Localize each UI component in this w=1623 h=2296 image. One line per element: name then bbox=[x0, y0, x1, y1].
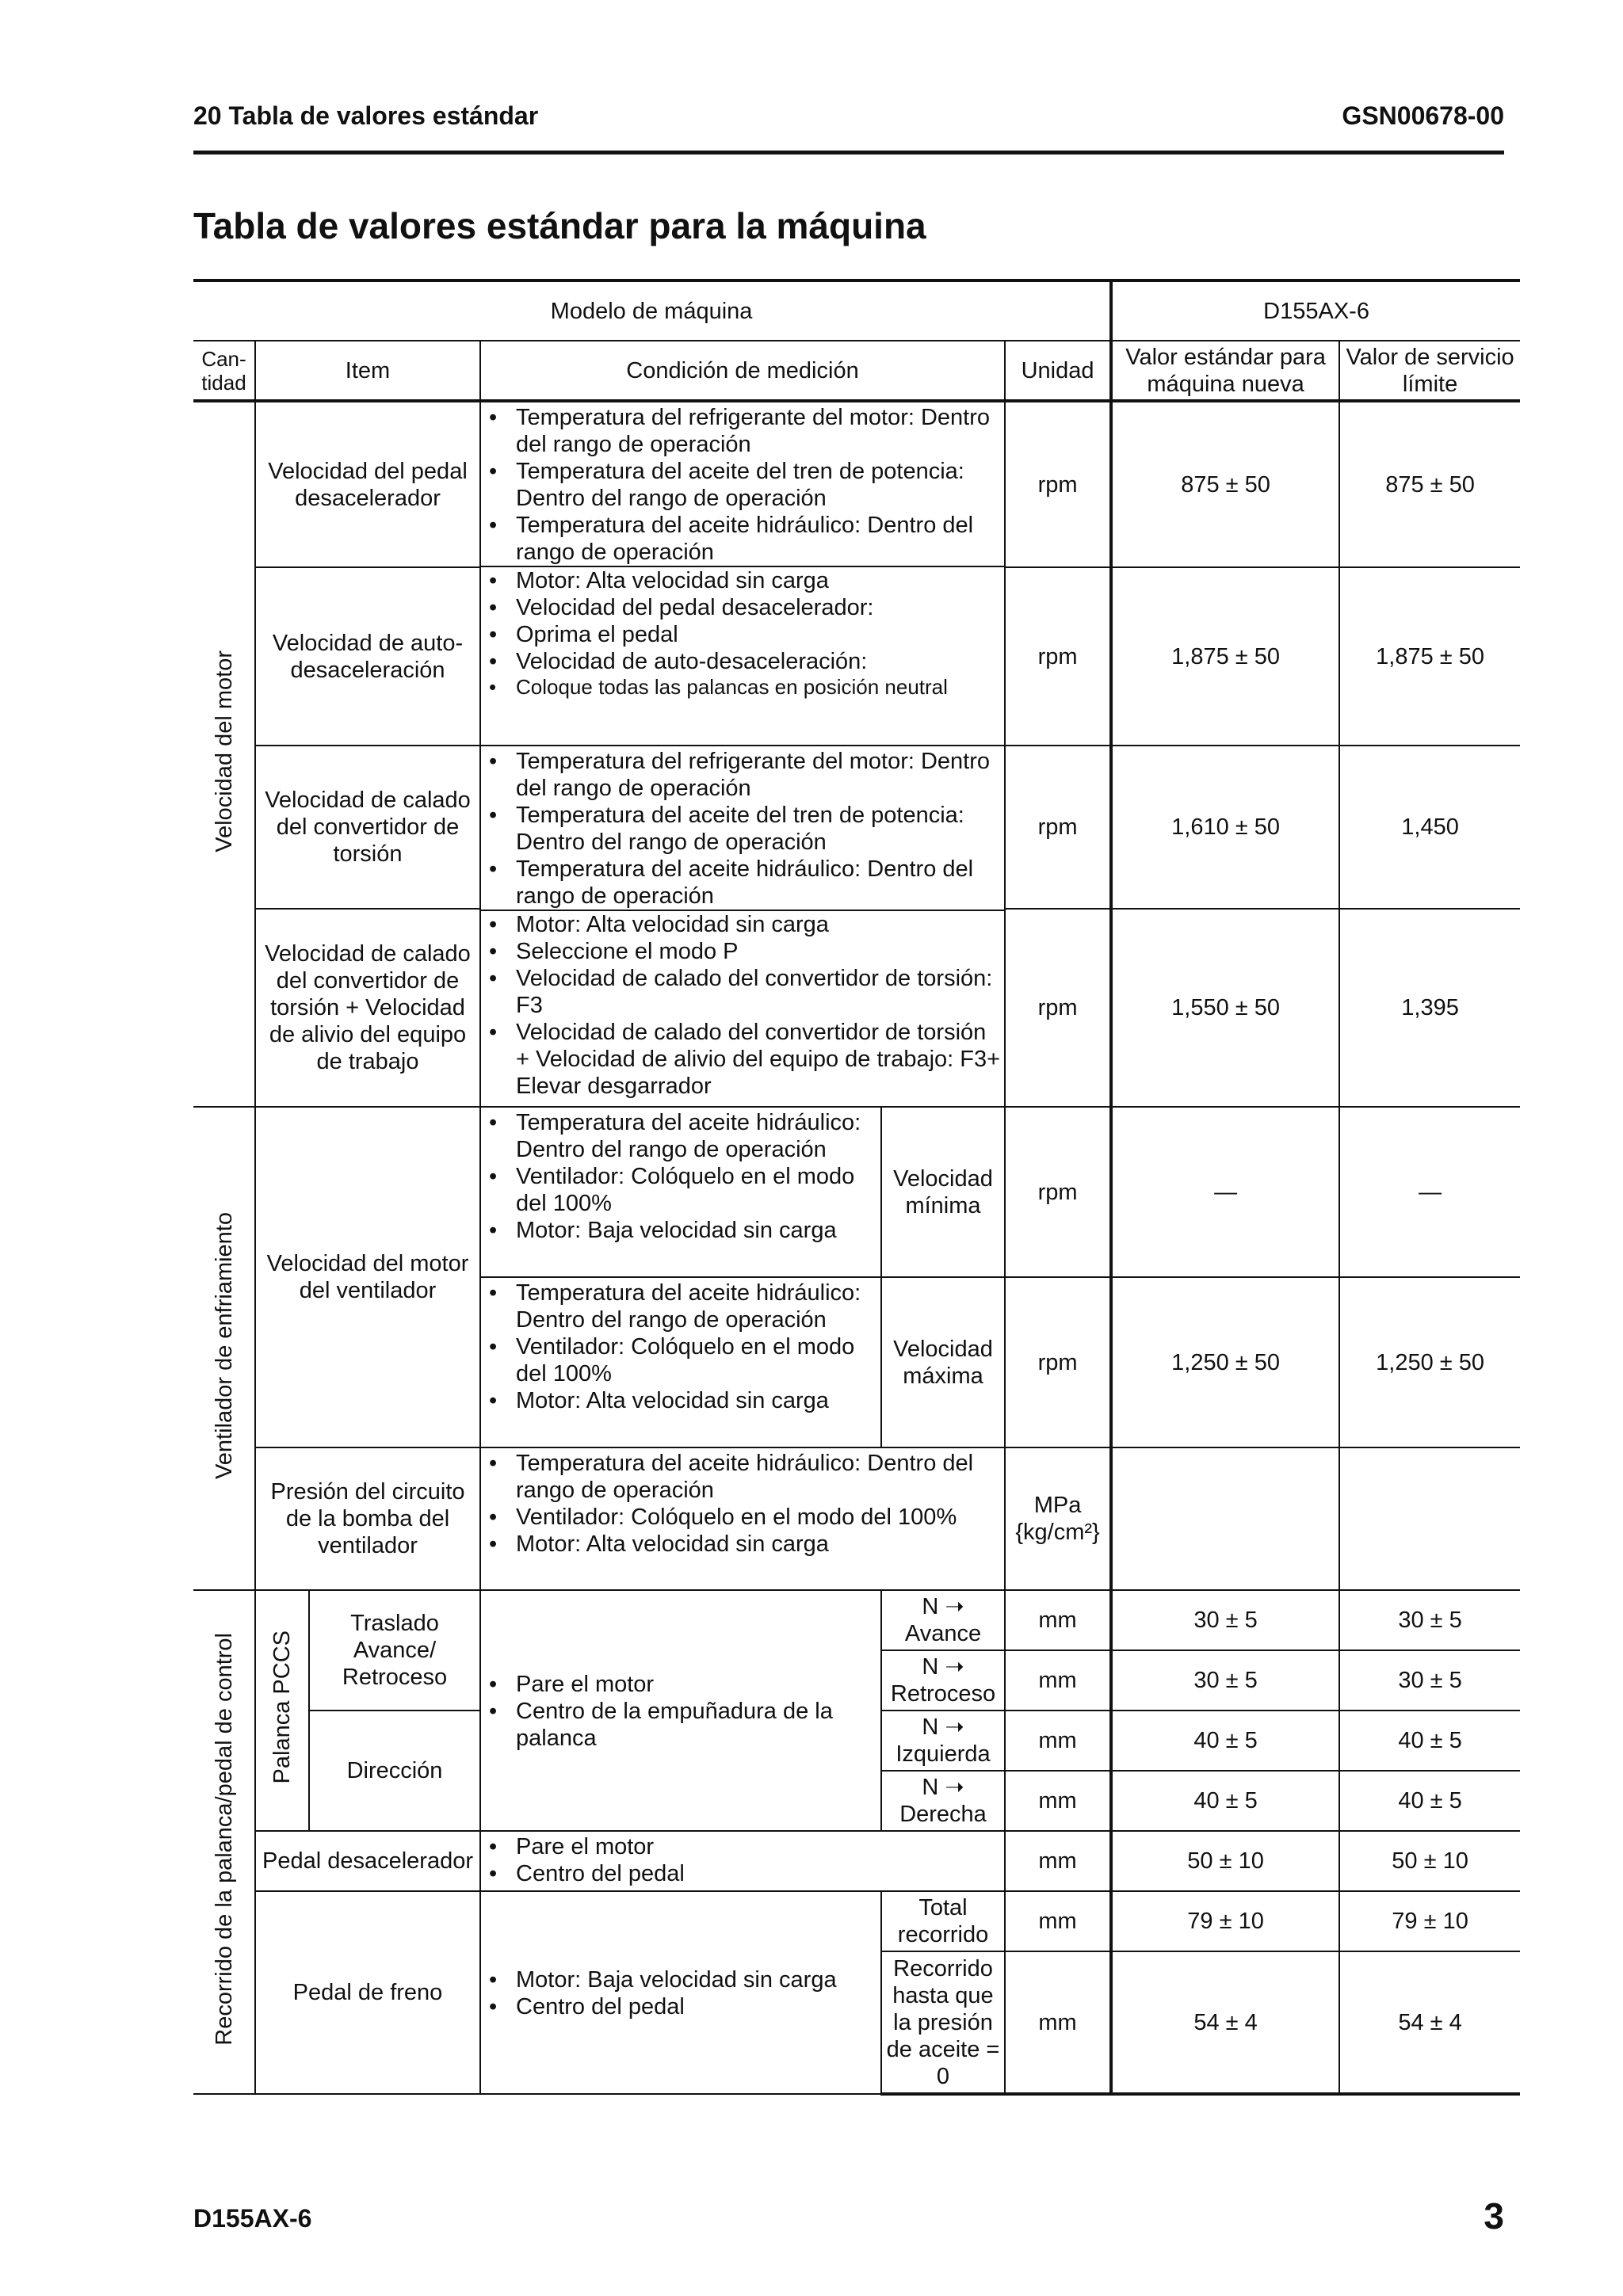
col-header-valor-limite: Valor de servicio límite bbox=[1339, 341, 1520, 401]
limit-value-cell: 1,875 ± 50 bbox=[1339, 567, 1520, 746]
standard-values-table bbox=[193, 279, 1520, 2096]
sub-condition-cell: Total recorrido bbox=[881, 1891, 1005, 1951]
std-value-cell: 1,875 ± 50 bbox=[1111, 567, 1339, 746]
std-value-cell: — bbox=[1111, 1107, 1339, 1277]
col-header-item: Item bbox=[255, 341, 480, 401]
item-cell: Velocidad de auto-desaceleración bbox=[255, 567, 480, 746]
item-cell: Pedal de freno bbox=[255, 1891, 480, 2094]
limit-value-cell bbox=[1339, 1447, 1520, 1590]
unit-cell: mm bbox=[1005, 1891, 1111, 1951]
std-value-cell: 54 ± 4 bbox=[1111, 1951, 1339, 2094]
page-number: 3 bbox=[1484, 2195, 1504, 2237]
unit-cell: rpm bbox=[1005, 909, 1111, 1107]
std-value-cell: 1,610 ± 50 bbox=[1111, 746, 1339, 909]
sub-condition-cell: Velocidad mínima bbox=[881, 1107, 1005, 1277]
unit-cell: rpm bbox=[1005, 567, 1111, 746]
header-rule bbox=[193, 151, 1504, 154]
item-cell: Presión del circuito de la bomba del ventilador bbox=[255, 1447, 480, 1590]
limit-value-cell: 1,450 bbox=[1339, 746, 1520, 909]
limit-value-cell: — bbox=[1339, 1107, 1520, 1277]
sub-condition-cell: Velocidad máxima bbox=[881, 1277, 1005, 1447]
std-value-cell: 30 ± 5 bbox=[1111, 1650, 1339, 1711]
std-value-cell: 79 ± 10 bbox=[1111, 1891, 1339, 1951]
unit-cell: rpm bbox=[1005, 401, 1111, 567]
header-document-code: GSN00678-00 bbox=[1342, 101, 1504, 130]
limit-value-cell: 1,395 bbox=[1339, 909, 1520, 1107]
col-header-condicion: Condición de medición bbox=[480, 341, 1005, 401]
limit-value-cell: 1,250 ± 50 bbox=[1339, 1277, 1520, 1447]
item-cell: Dirección bbox=[309, 1711, 480, 1831]
item-cell: Velocidad de calado del convertidor de torsión bbox=[255, 746, 480, 909]
limit-value-cell: 875 ± 50 bbox=[1339, 401, 1520, 567]
group-label-palanca-pccs: Palanca PCCS bbox=[255, 1590, 309, 1831]
std-value-cell: 50 ± 10 bbox=[1111, 1831, 1339, 1891]
unit-cell: mm bbox=[1005, 1771, 1111, 1831]
condition-cell: • Temperatura del aceite hidráulico: Dentro del rango de operación • Ventilador: Colóquelo en el modo del 100% • Motor: Baja velocidad sin carga bbox=[480, 1107, 881, 1277]
condition-cell: • Motor: Baja velocidad sin carga • Centro del pedal bbox=[480, 1891, 881, 2094]
sub-condition-cell: N ➝ Avance bbox=[881, 1590, 1005, 1650]
item-cell: Velocidad de calado del convertidor de torsión + Velocidad de alivio del equipo de trabajo bbox=[255, 909, 480, 1107]
item-cell: Velocidad del pedal desacelerador bbox=[255, 401, 480, 567]
col-header-cantidad: Can- tidad bbox=[193, 341, 255, 401]
condition-cell: • Temperatura del aceite hidráulico: Dentro del rango de operación • Ventilador: Colóquelo en el modo del 100% • Motor: Alta velocidad sin carga bbox=[480, 1277, 881, 1447]
condition-cell: • Temperatura del refrigerante del motor: Dentro del rango de operación • Temperatura del aceite del tren de potencia: Dentro del rango de operación • Temperatura del aceite hidráulico: Dentro del rango de operación • Motor: Alta velocidad sin carga • Seleccione el modo P • Velocidad de calado del convertidor de torsión: F3 • Velocidad de calado del convertidor de torsión + Velocidad de alivio del equipo de trabajo: F3+ Elevar desgarrador bbox=[480, 746, 1005, 1107]
limit-value-cell: 30 ± 5 bbox=[1339, 1590, 1520, 1650]
limit-value-cell: 40 ± 5 bbox=[1339, 1771, 1520, 1831]
std-value-cell bbox=[1111, 1447, 1339, 1590]
sub-condition-cell: Recorrido hasta que la presión de aceite = 0 bbox=[881, 1951, 1005, 2094]
col-header-unidad: Unidad bbox=[1005, 341, 1111, 401]
table-row bbox=[193, 1447, 1520, 1590]
std-value-cell: 40 ± 5 bbox=[1111, 1711, 1339, 1771]
std-value-cell: 875 ± 50 bbox=[1111, 401, 1339, 567]
item-cell: Velocidad del motor del ventilador bbox=[255, 1107, 480, 1447]
unit-cell: MPa {kg/cm²} bbox=[1005, 1447, 1111, 1590]
sub-condition-cell: N ➝ Derecha bbox=[881, 1771, 1005, 1831]
item-cell: Pedal desacelerador bbox=[255, 1831, 480, 1891]
unit-cell: rpm bbox=[1005, 746, 1111, 909]
table-row bbox=[193, 401, 1520, 567]
table-row bbox=[193, 1590, 1520, 1650]
limit-value-cell: 50 ± 10 bbox=[1339, 1831, 1520, 1891]
table-row bbox=[193, 746, 1520, 909]
unit-cell: mm bbox=[1005, 1650, 1111, 1711]
group-label-ventilador: Ventilador de enfriamiento bbox=[193, 1107, 255, 1590]
std-value-cell: 30 ± 5 bbox=[1111, 1590, 1339, 1650]
condition-cell: • Pare el motor • Centro del pedal bbox=[480, 1831, 1005, 1891]
group-label-recorrido: Recorrido de la palanca/pedal de control bbox=[193, 1590, 255, 2094]
unit-cell: mm bbox=[1005, 1590, 1111, 1650]
sub-condition-cell: N ➝ Retroceso bbox=[881, 1650, 1005, 1711]
std-value-cell: 40 ± 5 bbox=[1111, 1771, 1339, 1831]
limit-value-cell: 54 ± 4 bbox=[1339, 1951, 1520, 2094]
model-value-cell: D155AX-6 bbox=[1111, 280, 1520, 341]
unit-cell: mm bbox=[1005, 1711, 1111, 1771]
std-value-cell: 1,250 ± 50 bbox=[1111, 1277, 1339, 1447]
unit-cell: mm bbox=[1005, 1951, 1111, 2094]
unit-cell: rpm bbox=[1005, 1107, 1111, 1277]
table-row bbox=[193, 1107, 1520, 1277]
condition-cell: • Temperatura del aceite hidráulico: Dentro del rango de operación • Ventilador: Colóquelo en el modo del 100% • Motor: Alta velocidad sin carga bbox=[480, 1447, 1005, 1590]
limit-value-cell: 79 ± 10 bbox=[1339, 1891, 1520, 1951]
group-label-motor: Velocidad del motor bbox=[193, 401, 255, 1107]
unit-cell: rpm bbox=[1005, 1277, 1111, 1447]
page-title: Tabla de valores estándar para la máquina bbox=[193, 205, 926, 246]
model-label-cell: Modelo de máquina bbox=[193, 280, 1111, 341]
std-value-cell: 1,550 ± 50 bbox=[1111, 909, 1339, 1107]
condition-cell: • Temperatura del refrigerante del motor: Dentro del rango de operación • Temperatura del aceite del tren de potencia: Dentro del rango de operación • Temperatura del aceite hidráulico: Dentro del rango de operación • Motor: Alta velocidad sin carga • Velocidad del pedal desacelerador: • Oprima el pedal • Velocidad de auto-desaceleración: • Coloque todas las palancas en posición neutral bbox=[480, 401, 1005, 746]
table-row bbox=[193, 1831, 1520, 1891]
item-cell: Traslado Avance/ Retroceso bbox=[309, 1590, 480, 1711]
header-section-title: 20 Tabla de valores estándar bbox=[193, 101, 539, 130]
col-header-valor-nueva: Valor estándar para máquina nueva bbox=[1111, 341, 1339, 401]
table-row bbox=[193, 1891, 1520, 1951]
unit-cell: mm bbox=[1005, 1831, 1111, 1891]
limit-value-cell: 40 ± 5 bbox=[1339, 1711, 1520, 1771]
limit-value-cell: 30 ± 5 bbox=[1339, 1650, 1520, 1711]
condition-cell: • Pare el motor • Centro de la empuñadura de la palanca bbox=[480, 1590, 881, 1831]
sub-condition-cell: N ➝ Izquierda bbox=[881, 1711, 1005, 1771]
footer-model: D155AX-6 bbox=[193, 2204, 312, 2233]
